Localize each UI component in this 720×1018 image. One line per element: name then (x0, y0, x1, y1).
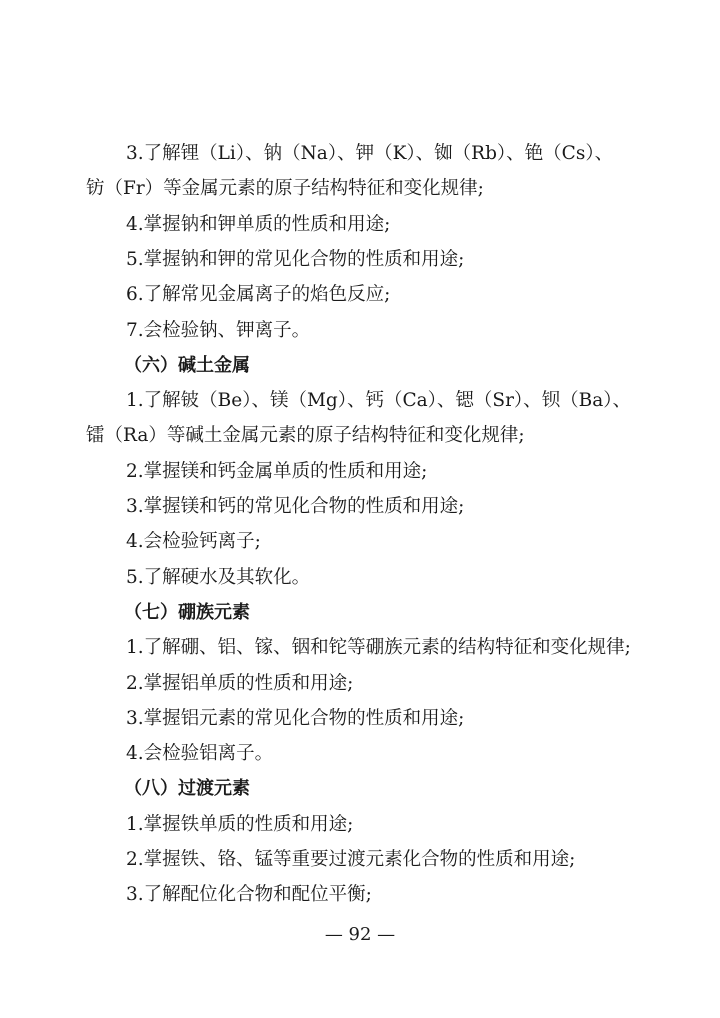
list-item: 4.会检验铝离子。 (126, 743, 274, 764)
list-item-continuation: 镭（Ra）等碱土金属元素的原子结构特征和变化规律; (86, 425, 525, 446)
list-item: 2.掌握镁和钙金属单质的性质和用途; (126, 461, 428, 482)
list-item: 1.了解铍（Be）、镁（Mg）、钙（Ca）、锶（Sr）、钡（Ba）、 (126, 390, 632, 411)
list-item: 5.了解硬水及其软化。 (126, 567, 311, 588)
list-item: 1.掌握铁单质的性质和用途; (126, 814, 354, 835)
list-item: 4.会检验钙离子; (126, 531, 261, 552)
list-item: 3.了解锂（Li）、钠（Na）、钾（K）、铷（Rb）、铯（Cs）、 (126, 143, 614, 164)
list-item: 2.掌握铝单质的性质和用途; (126, 673, 354, 694)
list-item-continuation: 钫（Fr）等金属元素的原子结构特征和变化规律; (86, 178, 484, 199)
list-item: 4.掌握钠和钾单质的性质和用途; (126, 214, 391, 235)
list-item: 1.了解硼、铝、镓、铟和铊等硼族元素的结构特征和变化规律; (126, 637, 631, 658)
list-item: 3.了解配位化合物和配位平衡; (126, 884, 372, 905)
section-heading: （六）碱土金属 (124, 355, 250, 376)
list-item: 3.掌握镁和钙的常见化合物的性质和用途; (126, 496, 465, 517)
list-item: 2.掌握铁、铬、锰等重要过渡元素化合物的性质和用途; (126, 849, 576, 870)
list-item: 6.了解常见金属离子的焰色反应; (126, 284, 391, 305)
list-item: 5.掌握钠和钾的常见化合物的性质和用途; (126, 249, 465, 270)
page-number: — 92 — (324, 924, 396, 945)
section-heading: （七）硼族元素 (124, 602, 250, 623)
list-item: 3.掌握铝元素的常见化合物的性质和用途; (126, 708, 465, 729)
list-item: 7.会检验钠、钾离子。 (126, 320, 311, 341)
section-heading: （八）过渡元素 (124, 778, 250, 799)
